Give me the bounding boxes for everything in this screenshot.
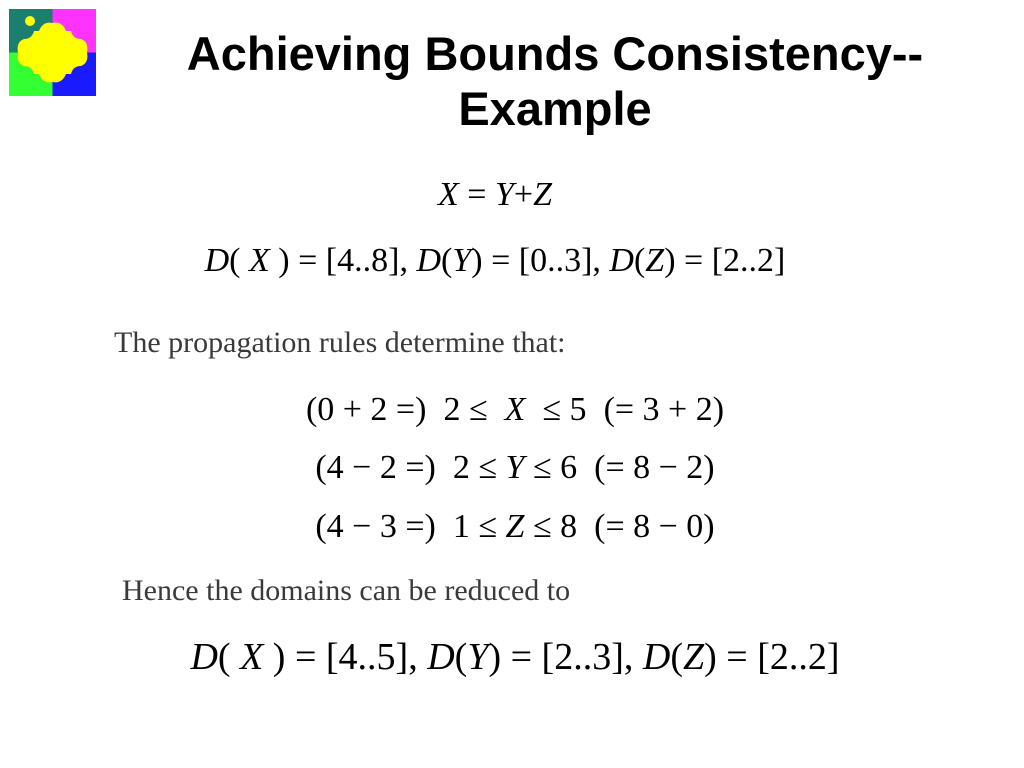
rule-lower-bound: 2 ≤ — [452, 449, 498, 486]
rule-derivation: (0 + 2 =) — [305, 391, 427, 428]
rule-lower-bound: 1 ≤ — [452, 508, 498, 545]
domain-var: Y — [452, 242, 472, 279]
eq-var: Y — [494, 176, 514, 213]
rule-lower-bound: 2 ≤ — [443, 391, 488, 428]
domain-var: Z — [645, 242, 665, 279]
propagation-rule-z — [250, 510, 780, 544]
domain-range: [0..3] — [518, 242, 593, 279]
eq-var: Z — [533, 176, 552, 213]
logo-dot — [25, 16, 35, 26]
domain-var: Y — [467, 636, 489, 678]
rule-var: Z — [505, 508, 525, 545]
rule-derivation: (4 − 2 =) — [315, 449, 436, 486]
domain-func: D — [427, 636, 455, 678]
domain-var: Z — [682, 636, 705, 678]
logo-dot — [80, 25, 89, 34]
propagation-rule-x — [250, 393, 780, 427]
eq-symbol: = — [467, 176, 487, 213]
rule-upper-bound: ≤ 6 — [532, 449, 578, 486]
rule-upper-bound: ≤ 5 — [542, 391, 587, 428]
domain-func: D — [204, 242, 230, 279]
eq-symbol: + — [513, 176, 534, 213]
logo-dot — [19, 78, 28, 87]
domain-range: [2..2] — [757, 636, 840, 678]
rule-var: X — [504, 391, 526, 428]
domain-func: D — [609, 242, 634, 279]
propagation-intro-text: The propagation rules determine that: — [114, 326, 566, 359]
domain-range: [2..3] — [541, 636, 624, 678]
domain-range: [4..8] — [325, 242, 400, 279]
rule-derivation: (= 8 − 2) — [594, 449, 715, 486]
rule-derivation: (4 − 3 =) — [315, 508, 436, 545]
initial-domains-equation: D( X ) = [4..8], D(Y) = [0..3], D(Z) = [2..2] — [204, 242, 786, 279]
domain-func: D — [416, 242, 441, 279]
domain-range: [4..5] — [325, 636, 409, 678]
rule-var: Y — [505, 449, 525, 486]
rule-derivation: (= 8 − 0) — [594, 508, 715, 545]
title-line-2: Example — [458, 82, 652, 135]
eq-var: X — [438, 176, 459, 213]
title-line-1: Achieving Bounds Consistency-- — [186, 27, 924, 80]
domain-var: X — [249, 242, 270, 279]
domain-func: D — [642, 636, 671, 678]
domain-range: [2..2] — [711, 242, 786, 279]
slide-title — [110, 26, 1000, 136]
hence-text: Hence the domains can be reduced to — [122, 574, 571, 607]
puzzle-logo-icon — [9, 9, 96, 96]
domain-var: X — [240, 636, 264, 678]
rule-derivation: (= 3 + 2) — [603, 391, 725, 428]
propagation-rule-y — [250, 451, 780, 485]
constraint-equation — [280, 178, 710, 212]
rule-upper-bound: ≤ 8 — [532, 508, 578, 545]
domain-func: D — [190, 636, 218, 678]
reduced-domains-equation: D( X ) = [4..5], D(Y) = [2..3], D(Z) = [2..2] — [190, 636, 840, 678]
